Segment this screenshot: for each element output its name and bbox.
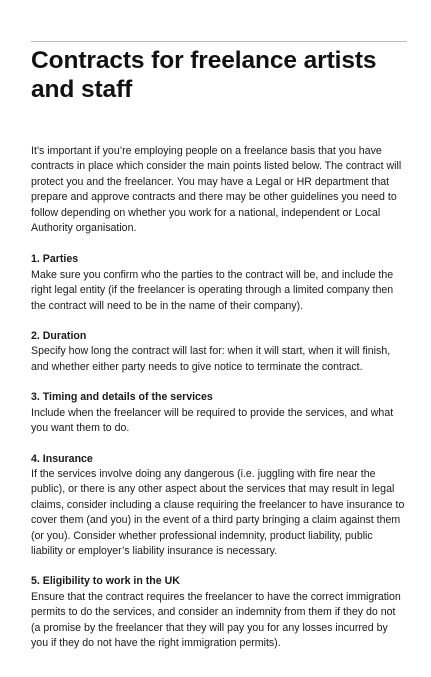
top-divider [31,41,407,42]
section-text: Include when the freelancer will be required to provide the services, and what you want them to do. [31,406,394,435]
section-heading: 2. Duration [31,330,87,343]
section-timing [31,390,407,436]
section-heading: 3. Timing and details of the services [31,391,213,404]
section-parties [31,252,407,314]
section-text: If the services involve doing any dangerous (i.e. juggling with fire near the public), or there is any other aspect about the services that may result in legal claims, consider including a clause requiring the freelancer to have insurance to cover them (and you) in the event of a third party bringing a claim against them (or you). Consider whether professional indemnity, product liability, public liability or employer’s liability insurance is necessary. [31,467,405,557]
section-text: Make sure you confirm who the parties to the contract will be, and include the right legal entity (if the freelancer is operating through a limited company then the contract will need to be in the name of their company). [31,268,394,312]
page-title: Contracts for freelance artists and staff [31,47,377,103]
section-duration [31,329,407,375]
document-body [31,144,407,666]
intro-paragraph: It’s important if you’re employing people on a freelance basis that you have contracts in place which consider the main points listed below. The contract will protect you and the freelancer. You may have a Legal or HR department that prepare and approve contracts and there may be other guidelines you need to follow depending on whether you work for a national, independent or Local Authority organisation. [31,145,402,235]
section-heading: 4. Insurance [31,452,93,465]
section-heading: 1. Parties [31,253,79,266]
section-heading: 5. Eligibility to work in the UK [31,575,180,588]
section-text: Specify how long the contract will last for: when it will start, when it will finish, and whether either party needs to give notice to terminate the contract. [31,345,391,373]
section-insurance [31,452,407,560]
section-eligibility [31,574,407,651]
section-text: Ensure that the contract requires the freelancer to have the correct immigration permits to do the services, and consider an indemnity from them if they do not (a promise by the freelancer that they will pay you for any losses incurred by you if they do not have the right immigration permits). [31,590,401,649]
